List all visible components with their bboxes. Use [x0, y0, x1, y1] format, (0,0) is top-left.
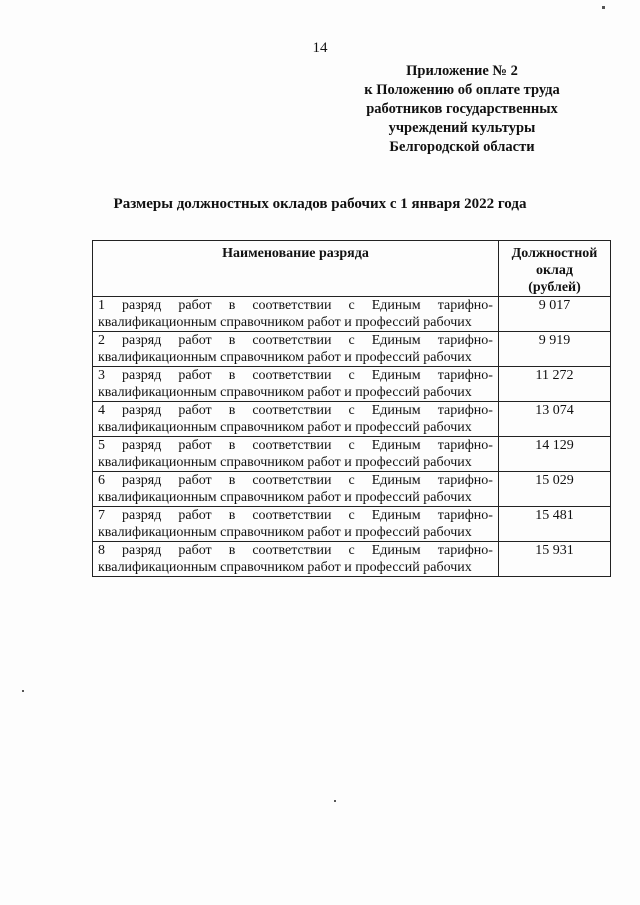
grade-name-word: разряд [122, 298, 162, 313]
salary-value: 11 272 [499, 367, 611, 402]
grade-name-cell [93, 437, 499, 472]
grade-name-second-line: квалификационным справочником работ и профессий рабочих [98, 490, 472, 505]
table-row [93, 542, 611, 577]
annex-line: Белгородской области [389, 139, 535, 155]
grade-name-word: Единым [371, 473, 421, 488]
grade-name-word: разряд [122, 333, 162, 348]
salary-value: 9 017 [499, 297, 611, 332]
grade-name-word: разряд [122, 368, 162, 383]
grade-name-word: тарифно- [437, 543, 493, 558]
grade-name-cell [93, 332, 499, 367]
grade-name-word: соответствии [252, 298, 332, 313]
grade-number: 4 [98, 403, 105, 418]
grade-name-second-line: квалификационным справочником работ и профессий рабочих [98, 560, 472, 575]
grade-name-second-line: квалификационным справочником работ и профессий рабочих [98, 455, 472, 470]
grade-name-word: в [228, 508, 236, 523]
grade-name-word: тарифно- [437, 368, 493, 383]
annex-line: Приложение № 2 [406, 63, 518, 79]
salary-value: 15 481 [499, 507, 611, 542]
grade-name-word: работ [178, 473, 212, 488]
grade-name-word: тарифно- [437, 508, 493, 523]
grade-name-first-line [98, 542, 493, 559]
annex-block [342, 62, 582, 157]
grade-name-word: с [348, 403, 355, 418]
grade-name-word: разряд [122, 543, 162, 558]
grade-name-first-line [98, 367, 493, 384]
grade-name-word: тарифно- [437, 403, 493, 418]
grade-name-word: с [348, 508, 355, 523]
grade-name-cell [93, 297, 499, 332]
table-row [93, 332, 611, 367]
grade-name-word: разряд [122, 508, 162, 523]
table-body [93, 297, 611, 577]
grade-name-word: с [348, 298, 355, 313]
grade-number: 6 [98, 473, 105, 488]
scan-mark [334, 800, 336, 802]
grade-number: 2 [98, 333, 105, 348]
grade-name-word: соответствии [252, 473, 332, 488]
annex-line: учреждений культуры [388, 120, 536, 136]
grade-name-word: соответствии [252, 403, 332, 418]
grade-name-word: работ [178, 403, 212, 418]
grade-name-second-line: квалификационным справочником работ и профессий рабочих [98, 525, 472, 540]
grade-name-word: в [228, 298, 236, 313]
table-row [93, 472, 611, 507]
grade-name-word: Единым [371, 403, 421, 418]
grade-name-first-line [98, 437, 493, 454]
grade-name-word: Единым [371, 543, 421, 558]
grade-name-word: разряд [122, 473, 162, 488]
grade-name-word: с [348, 543, 355, 558]
grade-name-first-line [98, 507, 493, 524]
grade-name-word: тарифно- [437, 438, 493, 453]
grade-name-word: соответствии [252, 543, 332, 558]
grade-name-word: соответствии [252, 333, 332, 348]
grade-name-word: Единым [371, 368, 421, 383]
annex-line: к Положению об оплате труда [364, 82, 560, 98]
grade-name-word: разряд [122, 438, 162, 453]
header-grade-name: Наименование разряда [93, 241, 499, 297]
salary-value: 15 029 [499, 472, 611, 507]
grade-name-word: тарифно- [437, 473, 493, 488]
annex-line: работников государственных [366, 101, 558, 117]
grade-name-cell [93, 472, 499, 507]
salary-value: 15 931 [499, 542, 611, 577]
grade-name-word: Единым [371, 438, 421, 453]
grade-name-word: тарифно- [437, 298, 493, 313]
grade-name-word: разряд [122, 403, 162, 418]
salary-value: 9 919 [499, 332, 611, 367]
grade-number: 1 [98, 298, 105, 313]
header-salary-line: Должностной [511, 246, 598, 261]
grade-name-word: с [348, 473, 355, 488]
header-salary [499, 241, 611, 297]
grade-name-second-line: квалификационным справочником работ и профессий рабочих [98, 315, 472, 330]
table-row [93, 367, 611, 402]
grade-name-word: в [228, 543, 236, 558]
grade-name-word: работ [178, 333, 212, 348]
grade-name-word: с [348, 438, 355, 453]
grade-name-word: Единым [371, 298, 421, 313]
page-number: 14 [312, 40, 328, 56]
grade-name-cell [93, 507, 499, 542]
grade-name-word: соответствии [252, 438, 332, 453]
table-row [93, 402, 611, 437]
grade-name-second-line: квалификационным справочником работ и профессий рабочих [98, 420, 472, 435]
grade-name-word: в [228, 403, 236, 418]
document-title: Размеры должностных окладов рабочих с 1 января 2022 года [113, 196, 527, 212]
grade-name-cell [93, 367, 499, 402]
grade-name-word: в [228, 333, 236, 348]
grade-name-word: в [228, 368, 236, 383]
salary-value: 13 074 [499, 402, 611, 437]
grade-name-word: работ [178, 508, 212, 523]
grade-name-first-line [98, 297, 493, 314]
grade-number: 7 [98, 508, 105, 523]
grade-name-word: с [348, 333, 355, 348]
grade-name-word: Единым [371, 508, 421, 523]
grade-name-second-line: квалификационным справочником работ и профессий рабочих [98, 385, 472, 400]
grade-name-word: работ [178, 368, 212, 383]
table-row [93, 437, 611, 472]
table-header-row [93, 241, 611, 297]
grade-name-word: работ [178, 543, 212, 558]
grade-name-word: соответствии [252, 508, 332, 523]
scan-mark [22, 690, 24, 692]
grade-name-first-line [98, 402, 493, 419]
grade-name-word: с [348, 368, 355, 383]
grade-name-first-line [98, 472, 493, 489]
grade-name-word: соответствии [252, 368, 332, 383]
header-salary-line: оклад [535, 263, 573, 278]
header-salary-line: (рублей) [528, 280, 581, 295]
salary-table [92, 240, 611, 577]
grade-name-cell [93, 402, 499, 437]
grade-number: 5 [98, 438, 105, 453]
grade-name-word: Единым [371, 333, 421, 348]
grade-number: 3 [98, 368, 105, 383]
grade-name-word: в [228, 438, 236, 453]
grade-number: 8 [98, 543, 105, 558]
table-row [93, 507, 611, 542]
grade-name-word: работ [178, 438, 212, 453]
grade-name-cell [93, 542, 499, 577]
grade-name-second-line: квалификационным справочником работ и профессий рабочих [98, 350, 472, 365]
salary-value: 14 129 [499, 437, 611, 472]
grade-name-first-line [98, 332, 493, 349]
table-row [93, 297, 611, 332]
grade-name-word: работ [178, 298, 212, 313]
grade-name-word: тарифно- [437, 333, 493, 348]
grade-name-word: в [228, 473, 236, 488]
scan-mark [602, 6, 605, 9]
